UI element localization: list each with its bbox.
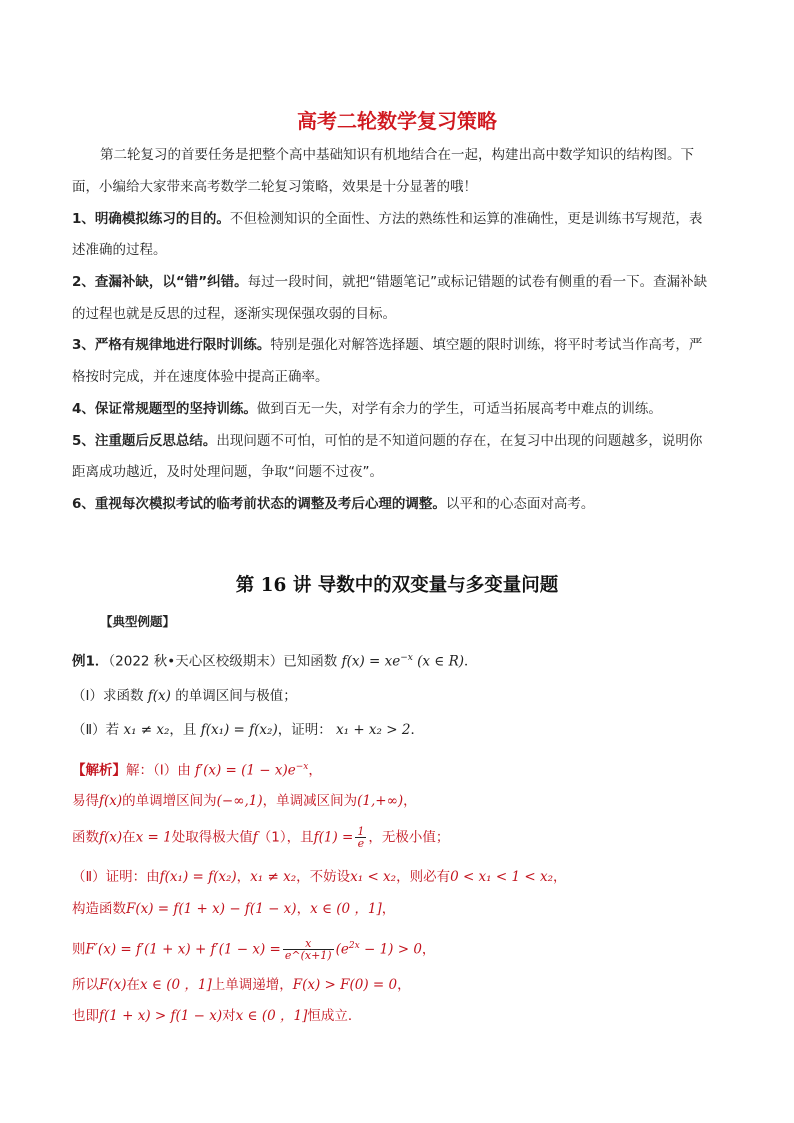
math: F(x) bbox=[99, 977, 127, 993]
example-func: f(x) = xe bbox=[341, 653, 401, 670]
solution-line-4 bbox=[72, 867, 722, 887]
math: F(x) = f(1 + x) − f(1 − x) bbox=[126, 901, 297, 917]
text: ， bbox=[397, 977, 411, 993]
part-cond: x₁ ≠ x₂ bbox=[123, 722, 170, 738]
math: f(1 + x) > f(1 − x) bbox=[99, 1008, 223, 1024]
text: （Ⅱ）证明：由 bbox=[72, 869, 160, 885]
strategy-1 bbox=[72, 209, 722, 229]
text: ，无极小值； bbox=[368, 829, 450, 846]
strategy-body: 不但检测知识的全面性、方法的熟练性和运算的准确性，更是训练书写规范，表 bbox=[229, 211, 703, 227]
text: ， bbox=[553, 869, 567, 885]
solution-tag: 【解析】 bbox=[72, 762, 126, 779]
text: ， bbox=[236, 869, 251, 885]
text: 恒成立． bbox=[307, 1008, 362, 1024]
math: f(x₁) = f(x₂) bbox=[159, 869, 237, 885]
strategy-head: 3、严格有规律地进行限时训练。 bbox=[72, 337, 271, 353]
strategy-head: 5、注重题后反思总结。 bbox=[72, 433, 217, 449]
intro-line-2: 面，小编给大家带来高考数学二轮复习策略，效果是十分显著的哦！ bbox=[72, 179, 477, 195]
lecture-title: 第 16 讲 导数中的双变量与多变量问题 bbox=[235, 575, 559, 596]
fraction-num: 1 bbox=[357, 825, 365, 838]
text: ， bbox=[403, 793, 417, 809]
math: f(1) = bbox=[313, 829, 354, 846]
solution-line-3 bbox=[72, 826, 722, 849]
section-label: 【典型例题】 bbox=[100, 614, 176, 629]
fraction bbox=[283, 938, 334, 961]
math: f(x) bbox=[99, 793, 123, 809]
example-label: 例1． bbox=[72, 653, 109, 670]
math: x₁ ≠ x₂ bbox=[250, 869, 297, 885]
strategy-body: 特别是强化对解答选择题、填空题的限时训练，将平时考试当作高考，严 bbox=[270, 337, 703, 353]
text: ， bbox=[421, 941, 436, 958]
doc-title: 高考二轮数学复习策略 bbox=[297, 109, 497, 133]
part-claim: x₁ + x₂ > 2 bbox=[336, 722, 411, 738]
math: (1,+∞) bbox=[357, 793, 404, 809]
strategy-head: 2、查漏补缺，以“错”纠错。 bbox=[72, 274, 248, 290]
text: 也即 bbox=[72, 1008, 99, 1024]
math: f′(x) = (1 − x)e bbox=[195, 762, 296, 779]
math: − 1) > 0 bbox=[359, 941, 422, 958]
solution-line-5 bbox=[72, 899, 722, 919]
example-func-exp: −x bbox=[400, 653, 413, 663]
text: ，单调减区间为 bbox=[262, 793, 358, 809]
part-prefix: （Ⅱ）若 bbox=[72, 722, 120, 738]
part-proof: ，证明： bbox=[277, 722, 332, 738]
example-source: （2022 秋•天心区校级期末）已知函数 bbox=[108, 653, 338, 670]
math-sup: −x bbox=[295, 762, 309, 772]
strategy-head: 1、明确模拟练习的目的。 bbox=[72, 211, 230, 227]
strategy-6 bbox=[72, 494, 722, 514]
part-end: ． bbox=[410, 722, 424, 738]
text: 函数 bbox=[72, 829, 99, 846]
fraction-den: e^(x+1) bbox=[284, 949, 332, 962]
math: x ∈ (0 ，1] bbox=[310, 901, 382, 917]
math: 0 < x₁ < 1 < x₂ bbox=[450, 869, 553, 885]
text: 处取得极大值 bbox=[171, 829, 253, 846]
math: f bbox=[252, 829, 258, 846]
example-part-1 bbox=[72, 686, 722, 706]
fraction bbox=[355, 826, 366, 849]
intro-line-1: 第二轮复习的首要任务是把整个高中基础知识有机地结合在一起，构建出高中数学知识的结构图。下 bbox=[100, 147, 694, 163]
part-func: f(x) bbox=[147, 688, 171, 704]
strategy-body: 以平和的心态面对高考。 bbox=[445, 496, 595, 512]
part-suffix: 的单调区间与极值； bbox=[175, 688, 297, 704]
text: 解：（Ⅰ）由 bbox=[126, 762, 191, 779]
strategy-head: 6、重视每次模拟考试的临考前状态的调整及考后心理的调整。 bbox=[72, 496, 446, 512]
part-cond: f(x₁) = f(x₂) bbox=[200, 722, 278, 738]
text: 在 bbox=[122, 829, 136, 846]
strategy-3 bbox=[72, 335, 722, 355]
strategy-3-cont: 格按时完成，并在速度体验中提高正确率。 bbox=[72, 369, 329, 385]
text: 构造函数 bbox=[72, 901, 126, 917]
math: F(x) > F(0) = 0 bbox=[292, 977, 398, 993]
part-mid: ，且 bbox=[169, 722, 197, 738]
strategy-5-cont: 距离成功越近，及时处理问题，争取“问题不过夜”。 bbox=[72, 464, 383, 480]
solution-line-6 bbox=[72, 936, 722, 961]
strategy-head: 4、保证常规题型的坚持训练。 bbox=[72, 401, 257, 417]
text: 上单调递增， bbox=[211, 977, 293, 993]
fraction-den: e bbox=[357, 837, 365, 850]
strategy-1-cont: 述准确的过程。 bbox=[72, 242, 167, 258]
strategy-body: 每过一段时间，就把“错题笔记”或标记错题的试卷有侧重的看一下。查漏补缺 bbox=[247, 274, 708, 290]
math: x = 1 bbox=[135, 829, 172, 846]
math: f(x) bbox=[99, 829, 123, 846]
text: ，则必有 bbox=[396, 869, 451, 885]
strategy-5 bbox=[72, 431, 722, 451]
part-prefix: （Ⅰ）求函数 bbox=[72, 688, 144, 704]
solution-line-8 bbox=[72, 1006, 722, 1026]
fraction-num: x bbox=[283, 938, 334, 950]
text: 在 bbox=[126, 977, 141, 993]
text: 的单调增区间为 bbox=[122, 793, 217, 809]
text: 易得 bbox=[72, 793, 99, 809]
solution-line-2 bbox=[72, 791, 722, 811]
text: ， bbox=[296, 901, 311, 917]
strategy-body: 出现问题不可怕，可怕的是不知道问题的存在，在复习中出现的问题越多，说明你 bbox=[216, 433, 703, 449]
strategy-4 bbox=[72, 399, 722, 419]
math: F′(x) = f′(1 + x) + f′(1 − x) = bbox=[85, 941, 281, 958]
text: 所以 bbox=[72, 977, 99, 993]
text: ， bbox=[381, 901, 396, 917]
example-domain: (x ∈ R) bbox=[417, 653, 465, 670]
math: (e bbox=[335, 941, 349, 958]
text: （1），且 bbox=[257, 829, 314, 846]
text: 对 bbox=[222, 1008, 236, 1024]
example-part-2 bbox=[72, 720, 722, 740]
example-statement: 例1．（2022 秋•天心区校级期末）已知函数 $f(x) = xe^{-x}$ (x ∈ R)． bbox=[72, 653, 478, 670]
text: ，不妨设 bbox=[296, 869, 351, 885]
strategy-2 bbox=[72, 272, 722, 292]
solution-line-1 bbox=[72, 757, 722, 781]
math: x₁ < x₂ bbox=[350, 869, 397, 885]
text: ， bbox=[308, 762, 322, 779]
math: x ∈ (0 ，1] bbox=[235, 1008, 308, 1024]
math-sup: 2x bbox=[348, 941, 360, 951]
math: (−∞,1) bbox=[216, 793, 263, 809]
solution-line-7 bbox=[72, 975, 722, 995]
text: 则 bbox=[72, 941, 86, 958]
strategy-2-cont: 的过程也就是反思的过程，逐渐实现保强攻弱的目标。 bbox=[72, 306, 396, 322]
strategy-body: 做到百无一失，对学有余力的学生，可适当拓展高考中难点的训练。 bbox=[256, 401, 662, 417]
math: x ∈ (0 ，1] bbox=[140, 977, 212, 993]
